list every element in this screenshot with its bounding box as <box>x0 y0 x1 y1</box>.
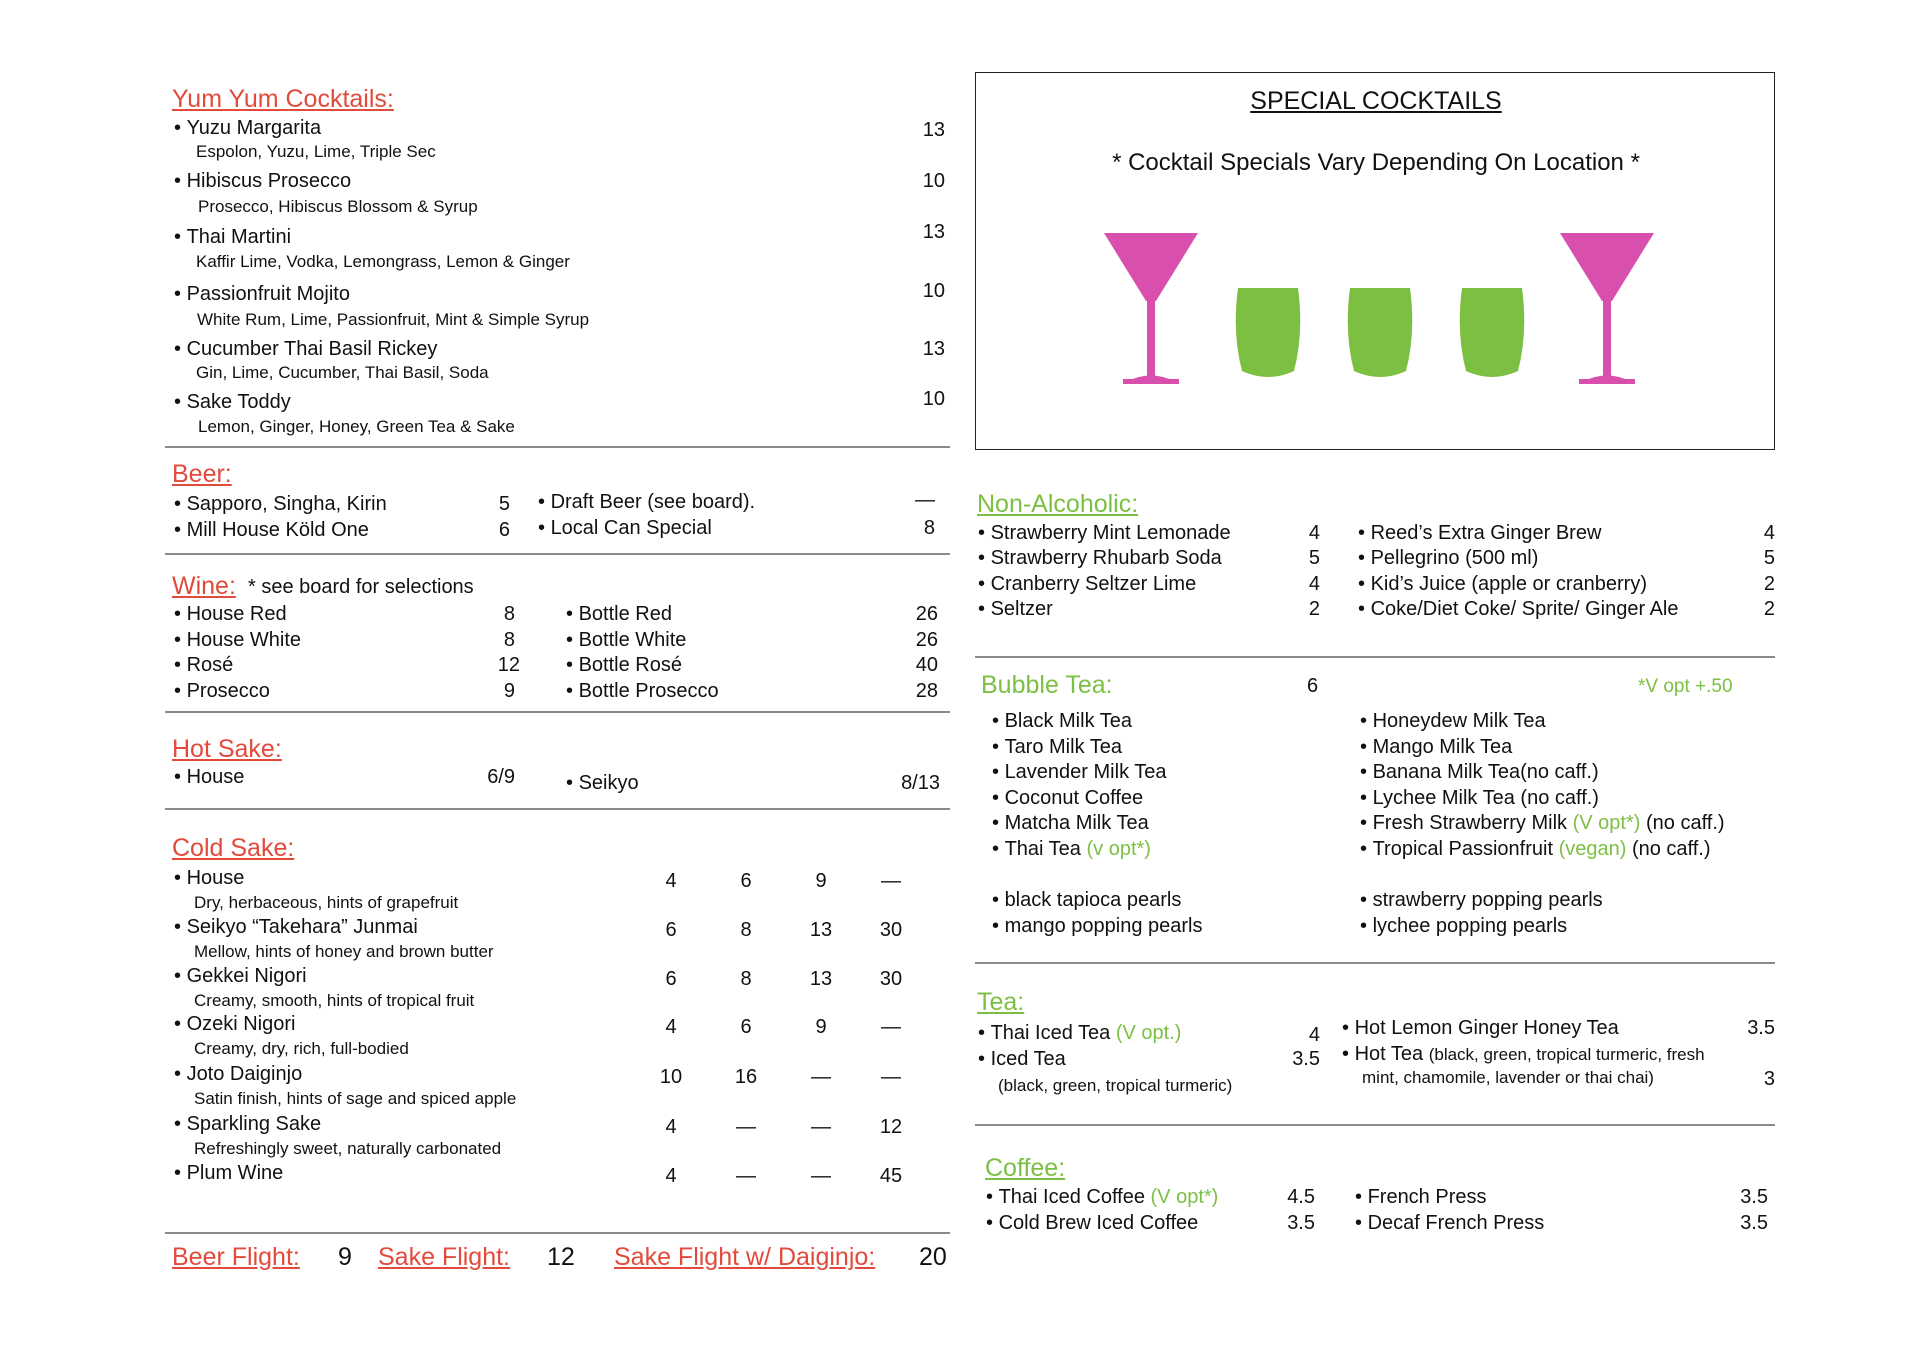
cocktail-price: 13 <box>922 119 945 141</box>
topping-item: • black tapioca pearls <box>992 889 1181 912</box>
cold-sake-desc: Dry, herbaceous, hints of grapefruit <box>194 893 459 912</box>
coffee-price: 3.5 <box>1740 1212 1768 1234</box>
cocktail-name: • Yuzu Margarita <box>174 117 321 140</box>
tea-price: 4 <box>1308 1024 1320 1046</box>
bubble-tea-heading: Bubble Tea: <box>981 671 1113 699</box>
cold-sake-price: 8 <box>740 968 752 990</box>
cold-sake-price: 4 <box>665 1165 677 1187</box>
tea-item-detail: (black, green, tropical turmeric, fresh <box>1428 1045 1705 1064</box>
coffee-item: • Cold Brew Iced Coffee <box>986 1212 1198 1235</box>
beer-price: 5 <box>498 493 510 515</box>
cold-sake-price: 4 <box>665 870 677 892</box>
beer-item: • Sapporo, Singha, Kirin <box>174 493 387 516</box>
bubble-tea-item-note: (no caff.) <box>1645 812 1725 834</box>
bubble-tea-item-name: Tropical Passionfruit <box>1372 838 1554 860</box>
cold-sake-heading: Cold Sake: <box>172 834 295 862</box>
wine-item: • Rosé <box>174 654 233 677</box>
coffee-item-tag: (V opt*) <box>1150 1186 1219 1208</box>
cold-sake-price: 6 <box>740 1016 752 1038</box>
cocktail-name: • Cucumber Thai Basil Rickey <box>174 338 437 361</box>
tea-item-tag: (V opt.) <box>1115 1022 1182 1044</box>
tea-item-name: Thai Iced Tea <box>990 1022 1111 1044</box>
wine-heading: Wine: <box>172 572 236 600</box>
cold-sake-desc: Satin finish, hints of sage and spiced apple <box>194 1089 517 1108</box>
wine-price: 26 <box>915 603 938 625</box>
wine-item: • Bottle Rosé <box>566 654 682 677</box>
cold-sake-name: • House <box>174 867 244 890</box>
topping-item: • mango popping pearls <box>992 915 1202 938</box>
tea-price: 3 <box>1763 1068 1775 1090</box>
cold-sake-price: 10 <box>659 1066 683 1088</box>
beer-item: • Draft Beer (see board). <box>538 491 755 514</box>
divider <box>165 553 950 555</box>
daiginjo-flight-label: Sake Flight w/ Daiginjo: <box>614 1243 876 1271</box>
cold-sake-price: 6 <box>740 870 752 892</box>
bubble-tea-item <box>1360 710 1546 733</box>
wine-note: * see board for selections <box>248 576 474 598</box>
wine-item: • Bottle Prosecco <box>566 680 719 703</box>
bubble-tea-item-name: Lavender Milk Tea <box>1004 761 1167 783</box>
cold-sake-name: • Gekkei Nigori <box>174 965 307 988</box>
tea-item <box>978 1022 1181 1045</box>
na-price: 5 <box>1308 547 1320 569</box>
divider <box>165 711 950 713</box>
cold-sake-price: 6 <box>665 919 677 941</box>
tea-item <box>1342 1043 1705 1066</box>
bubble-tea-price: 6 <box>1307 675 1319 697</box>
bubble-tea-item-note: (no caff.) <box>1631 838 1711 860</box>
na-item: • Cranberry Seltzer Lime <box>978 573 1196 596</box>
coffee-price: 3.5 <box>1740 1186 1768 1208</box>
cup-icon <box>1348 288 1413 377</box>
wine-price: 12 <box>497 654 520 676</box>
cold-sake-price: 13 <box>809 919 833 941</box>
cold-sake-desc: Mellow, hints of honey and brown butter <box>194 942 494 961</box>
bubble-tea-item <box>992 812 1149 835</box>
na-item: • Pellegrino (500 ml) <box>1358 547 1538 570</box>
divider <box>975 962 1775 964</box>
coffee-item-name: Thai Iced Coffee <box>998 1186 1145 1208</box>
topping-item: • lychee popping pearls <box>1360 915 1567 938</box>
bubble-tea-item-name: Lychee Milk Tea (no caff.) <box>1372 787 1599 809</box>
bubble-tea-item-name: Banana Milk Tea(no caff.) <box>1372 761 1599 783</box>
cocktail-desc: Espolon, Yuzu, Lime, Triple Sec <box>196 142 436 161</box>
na-price: 4 <box>1308 573 1320 595</box>
cold-sake-price: 45 <box>879 1165 903 1187</box>
cocktail-glasses-illustration <box>976 223 1774 443</box>
cocktail-name: • Sake Toddy <box>174 391 291 414</box>
na-price: 5 <box>1763 547 1775 569</box>
bubble-tea-item-name: Black Milk Tea <box>1004 710 1133 732</box>
tea-item-detail: mint, chamomile, lavender or thai chai) <box>1362 1068 1654 1087</box>
tea-item: • Iced Tea <box>978 1048 1066 1071</box>
vegan-option-note: *V opt +.50 <box>1638 676 1733 697</box>
cold-sake-price: 16 <box>734 1066 758 1088</box>
cocktail-name: • Thai Martini <box>174 226 291 249</box>
wine-item: • House White <box>174 629 301 652</box>
sake-flight-price: 12 <box>547 1243 575 1271</box>
bubble-tea-item <box>1360 812 1725 835</box>
cold-sake-price: — <box>881 1016 901 1038</box>
hot-sake-item: • Seikyo <box>566 772 639 795</box>
bubble-tea-item-tag: (V opt*) <box>1572 812 1641 834</box>
beer-price: — <box>915 489 935 511</box>
bubble-tea-item <box>1360 838 1711 861</box>
tea-note: (black, green, tropical turmeric) <box>998 1076 1233 1095</box>
beer-flight-label: Beer Flight: <box>172 1243 300 1271</box>
martini-glass-icon <box>1104 233 1198 384</box>
cocktail-name: • Passionfruit Mojito <box>174 283 350 306</box>
bubble-tea-item-tag: (vegan) <box>1558 838 1627 860</box>
cold-sake-price: 12 <box>879 1116 903 1138</box>
daiginjo-flight-price: 20 <box>919 1243 947 1271</box>
cold-sake-price: 4 <box>665 1116 677 1138</box>
bubble-tea-item-tag: (v opt*) <box>1086 838 1151 860</box>
beer-item: • Mill House Köld One <box>174 519 369 542</box>
bubble-tea-item-name: Matcha Milk Tea <box>1004 812 1149 834</box>
bubble-tea-item <box>992 761 1167 784</box>
na-item: • Strawberry Mint Lemonade <box>978 522 1231 545</box>
cold-sake-price: — <box>811 1066 831 1088</box>
wine-price: 8 <box>503 629 515 651</box>
na-item: • Kid’s Juice (apple or cranberry) <box>1358 573 1647 596</box>
cold-sake-name: • Joto Daiginjo <box>174 1063 302 1086</box>
cold-sake-price: 30 <box>879 968 903 990</box>
divider <box>975 1124 1775 1126</box>
bubble-tea-item-name: Coconut Coffee <box>1004 787 1144 809</box>
coffee-item <box>986 1186 1218 1209</box>
divider <box>165 808 950 810</box>
beer-price: 8 <box>923 517 935 539</box>
wine-price: 9 <box>503 680 515 702</box>
cold-sake-name: • Sparkling Sake <box>174 1113 321 1136</box>
cold-sake-desc: Creamy, smooth, hints of tropical fruit <box>194 991 475 1010</box>
bubble-tea-item <box>1360 787 1599 810</box>
beer-heading: Beer: <box>172 460 232 488</box>
cocktail-price: 13 <box>922 221 945 243</box>
cold-sake-name: • Seikyo “Takehara” Junmai <box>174 916 418 939</box>
hot-sake-item: • House <box>174 766 244 789</box>
bubble-tea-item <box>1360 736 1512 759</box>
tea-price: 3.5 <box>1747 1017 1775 1039</box>
divider <box>975 656 1775 658</box>
cold-sake-price: 13 <box>809 968 833 990</box>
coffee-item: • Decaf French Press <box>1355 1212 1544 1235</box>
tea-price: 3.5 <box>1292 1048 1320 1070</box>
sake-flight-label: Sake Flight: <box>378 1243 511 1271</box>
na-price: 2 <box>1308 598 1320 620</box>
martini-glass-icon <box>1560 233 1654 384</box>
coffee-heading: Coffee: <box>985 1154 1066 1182</box>
non-alcoholic-heading: Non-Alcoholic: <box>977 490 1139 518</box>
cocktail-name: • Hibiscus Prosecco <box>174 170 351 193</box>
cup-icon <box>1460 288 1525 377</box>
cold-sake-price: 8 <box>740 919 752 941</box>
cold-sake-price: 4 <box>665 1016 677 1038</box>
cold-sake-price: 9 <box>815 870 827 892</box>
na-item: • Strawberry Rhubarb Soda <box>978 547 1222 570</box>
bubble-tea-item-name: Thai Tea <box>1004 838 1081 860</box>
special-title: SPECIAL COCKTAILS <box>1250 87 1502 115</box>
divider <box>165 446 950 448</box>
special-cocktails-box <box>975 72 1775 450</box>
coffee-price: 4.5 <box>1287 1186 1315 1208</box>
cold-sake-price: — <box>811 1165 831 1187</box>
na-price: 2 <box>1763 598 1775 620</box>
tea-item: • Hot Lemon Ginger Honey Tea <box>1342 1017 1619 1040</box>
wine-item: • Bottle White <box>566 629 686 652</box>
bubble-tea-item <box>992 736 1122 759</box>
bubble-tea-item <box>992 710 1132 733</box>
cocktail-desc: Prosecco, Hibiscus Blossom & Syrup <box>198 197 478 216</box>
coffee-price: 3.5 <box>1287 1212 1315 1234</box>
cold-sake-price: 6 <box>665 968 677 990</box>
cold-sake-price: 30 <box>879 919 903 941</box>
cold-sake-name: • Ozeki Nigori <box>174 1013 295 1036</box>
na-item: • Reed’s Extra Ginger Brew <box>1358 522 1601 545</box>
cocktail-price: 10 <box>922 388 945 410</box>
beer-price: 6 <box>498 519 510 541</box>
coffee-item: • French Press <box>1355 1186 1487 1209</box>
na-item: • Seltzer <box>978 598 1053 621</box>
bubble-tea-item <box>992 838 1151 861</box>
hot-sake-price: 6/9 <box>487 766 515 788</box>
special-note: * Cocktail Specials Vary Depending On Location * <box>1112 149 1640 176</box>
cocktail-desc: Lemon, Ginger, Honey, Green Tea & Sake <box>198 417 515 436</box>
wine-price: 26 <box>915 629 938 651</box>
cocktail-desc: White Rum, Lime, Passionfruit, Mint & Simple Syrup <box>197 310 590 329</box>
cocktail-desc: Kaffir Lime, Vodka, Lemongrass, Lemon & Ginger <box>196 252 570 271</box>
tea-item-name: Hot Tea <box>1354 1043 1424 1065</box>
wine-item: • Bottle Red <box>566 603 672 626</box>
hot-sake-heading: Hot Sake: <box>172 735 282 763</box>
na-price: 2 <box>1763 573 1775 595</box>
cold-sake-price: — <box>811 1116 831 1138</box>
cold-sake-price: 9 <box>815 1016 827 1038</box>
divider <box>165 1232 950 1234</box>
beer-item: • Local Can Special <box>538 517 712 540</box>
tea-heading: Tea: <box>977 988 1025 1016</box>
cold-sake-price: — <box>736 1165 756 1187</box>
bubble-tea-item <box>992 787 1143 810</box>
na-price: 4 <box>1308 522 1320 544</box>
hot-sake-price: 8/13 <box>901 772 940 794</box>
cold-sake-desc: Refreshingly sweet, naturally carbonated <box>194 1139 502 1158</box>
cold-sake-price: — <box>881 870 901 892</box>
cold-sake-name: • Plum Wine <box>174 1162 283 1185</box>
bubble-tea-item-name: Mango Milk Tea <box>1372 736 1513 758</box>
bubble-tea-item <box>1360 761 1599 784</box>
cold-sake-desc: Creamy, dry, rich, full-bodied <box>194 1039 409 1058</box>
cocktail-desc: Gin, Lime, Cucumber, Thai Basil, Soda <box>196 363 489 382</box>
wine-price: 28 <box>915 680 938 702</box>
topping-item: • strawberry popping pearls <box>1360 889 1603 912</box>
bubble-tea-item-name: Taro Milk Tea <box>1004 736 1123 758</box>
bubble-tea-item-name: Honeydew Milk Tea <box>1372 710 1546 732</box>
cup-icon <box>1236 288 1301 377</box>
wine-price: 8 <box>503 603 515 625</box>
wine-item: • House Red <box>174 603 287 626</box>
cocktail-price: 13 <box>922 338 945 360</box>
wine-price: 40 <box>915 654 938 676</box>
cold-sake-price: — <box>736 1116 756 1138</box>
wine-item: • Prosecco <box>174 680 270 703</box>
cold-sake-price: — <box>881 1066 901 1088</box>
beer-flight-price: 9 <box>338 1243 352 1271</box>
cocktail-price: 10 <box>922 170 945 192</box>
bubble-tea-item-name: Fresh Strawberry Milk <box>1372 812 1568 834</box>
na-price: 4 <box>1763 522 1775 544</box>
na-item: • Coke/Diet Coke/ Sprite/ Ginger Ale <box>1358 598 1678 621</box>
cocktails-heading: Yum Yum Cocktails: <box>172 85 394 113</box>
cocktail-price: 10 <box>922 280 945 302</box>
